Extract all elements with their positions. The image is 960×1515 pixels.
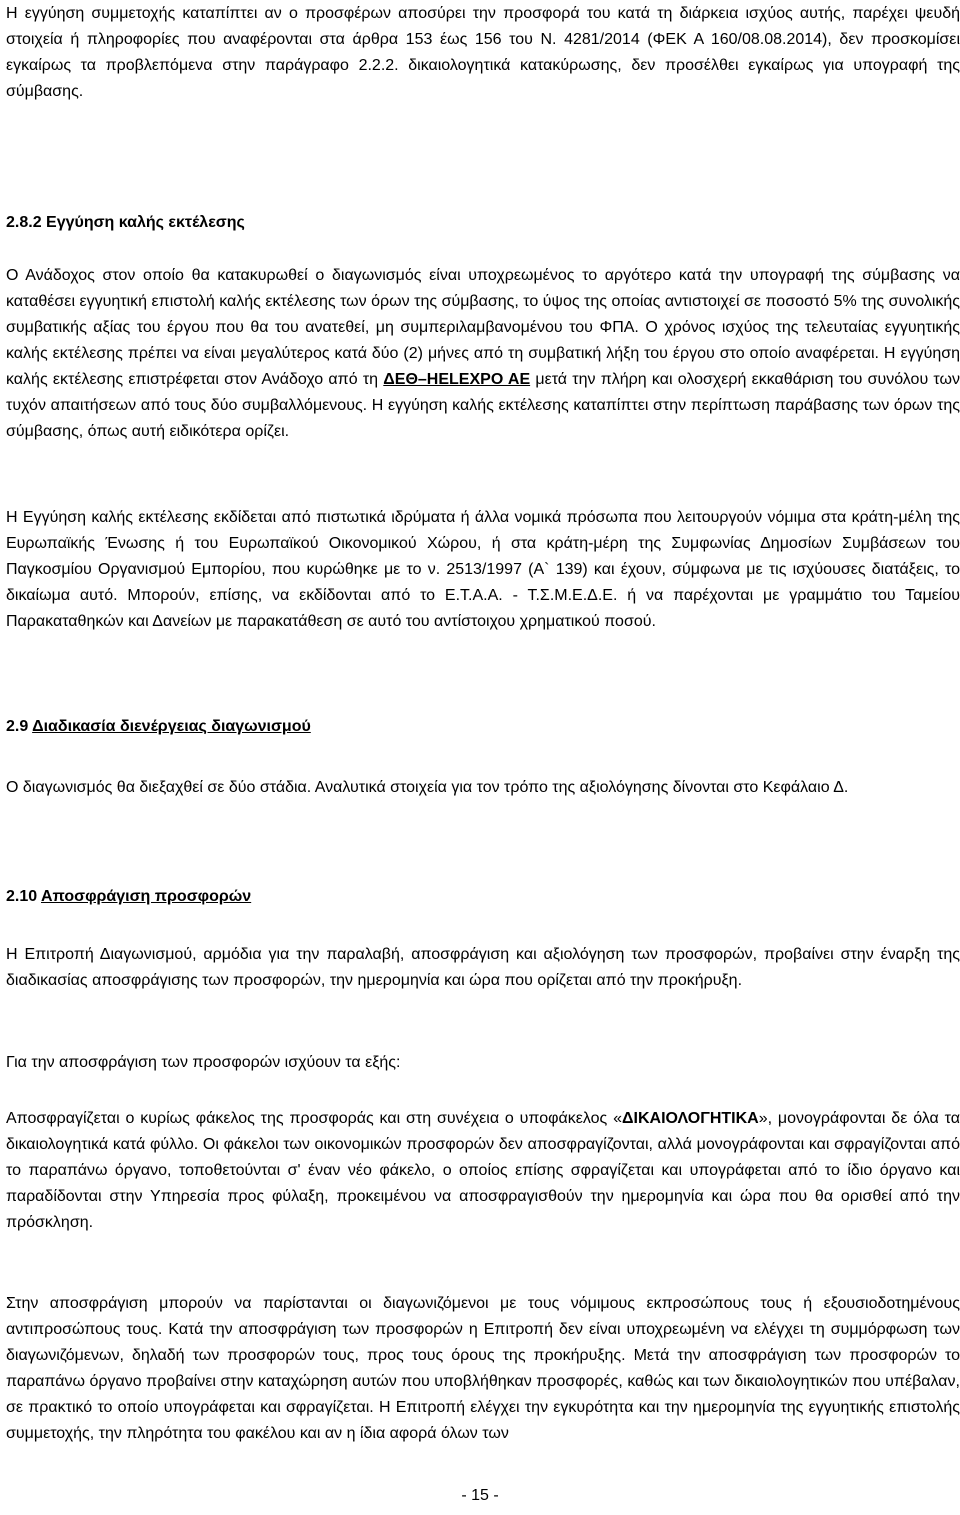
section-2-9-paragraph-1: Ο διαγωνισμός θα διεξαχθεί σε δύο στάδια. Αναλυτικά στοιχεία για τον τρόπο της αξιολόγησης δίνονται στο Κεφάλαιο Δ. <box>6 779 849 796</box>
section-2-9-title: Διαδικασία διενέργειας διαγωνισμού <box>32 718 311 735</box>
section-2-10-paragraph-3: Αποσφραγίζεται ο κυρίως φάκελος της προσφοράς και στη συνέχεια ο υποφάκελος «ΔΙΚΑΙΟΛΟΓΗΤΙΚΑ», μονογράφονται δε όλα τα δικαιολογητικά κατά φύλλο. Οι φάκελοι των οικονομικών προσφορών δεν αποσφραγίζονται, αλλά μονογράφονται και σφραγίζονται από το παραπάνω όργανο, τοποθετούνται σ' έναν νέο φάκελο, ο οποίος επίσης σφραγίζεται και υπογράφεται από το ίδιο όργανο και παραδίδονται στην Υπηρεσία προς φύλαξη, προκειμένου να αποσφραγισθούν την ημερομηνία και ώρα που θα ορισθεί από την πρόσκληση. <box>6 1110 960 1231</box>
organization-name: ΔΕΘ–HELEXPO AE <box>383 371 531 388</box>
section-2-8-2-heading: 2.8.2 Εγγύηση καλής εκτέλεσης <box>6 214 245 231</box>
section-2-9-number: 2.9 <box>6 718 29 735</box>
intro-paragraph: Η εγγύηση συμμετοχής καταπίπτει αν ο προσφέρων αποσύρει την προσφορά του κατά τη διάρκεια ισχύος αυτής, παρέχει ψευδή στοιχεία ή πληροφορίες που αναφέρονται στα άρθρα 153 έως 156 του Ν. 4281/2014 (ΦΕΚ Α 160/08.08.2014), δεν προσκομίσει εγκαίρως τα προβλεπόμενα στην παράγραφο 2.2.2. δικαιολογητικά κατακύρωσης, δεν προσέλθει εγκαίρως για υπογραφή της σύμβασης. <box>6 5 960 100</box>
section-2-8-2-paragraph-2: Η Εγγύηση καλής εκτέλεσης εκδίδεται από πιστωτικά ιδρύματα ή άλλα νομικά πρόσωπα που λειτουργούν νόμιμα στα κράτη-μέλη της Ευρωπαϊκής Ένωσης ή του Ευρωπαϊκού Οικονομικού Χώρου, ή στα κράτη-μέρη της Συμφωνίας Δημοσίων Συμβάσεων του Παγκοσμίου Οργανισμού Εμπορίου, που κυρώθηκε με το ν. 2513/1997 (Α` 139) και έχουν, σύμφωνα με τις ισχύουσες διατάξεις, το δικαίωμα αυτό. Μπορούν, επίσης, να εκδίδονται από το Ε.Τ.Α.Α. - Τ.Σ.Μ.Ε.Δ.Ε. ή να παρέχονται με γραμμάτιο του Ταμείου Παρακαταθηκών και Δανείων με παρακατάθεση σε αυτό του αντίστοιχου χρηματικού ποσού. <box>6 509 960 630</box>
section-2-10-paragraph-4: Στην αποσφράγιση μπορούν να παρίστανται οι διαγωνιζόμενοι με τους νόμιμους εκπροσώπους τους ή εξουσιοδοτημένους αντιπροσώπους τους. Κατά την αποσφράγιση των προσφορών η Επιτροπή δεν είναι υποχρεωμένη να ελέγχει τη συμμόρφωση των διαγωνιζόμενων, δηλαδή των προσφορών τους, προς τους όρους της προκήρυξης. Μετά την αποσφράγιση των προσφορών το παραπάνω όργανο προβαίνει στην καταχώρηση αυτών που υποβλήθηκαν προσφορές, καθώς και των δικαιολογητικών που υπέβαλαν, σε πρακτικό το οποίο υπογράφεται και σφραγίζεται. Η Επιτροπή ελέγχει την εγκυρότητα και την ημερομηνία της εγγυητικής επιστολής συμμετοχής, την πληρότητα του φακέλου και αν η ίδια αφορά όλων των <box>6 1295 960 1442</box>
section-2-10-paragraph-1: Η Επιτροπή Διαγωνισμού, αρμόδια για την παραλαβή, αποσφράγιση και αξιολόγηση των προσφορών, προβαίνει στην έναρξη της διαδικασίας αποσφράγισης των προσφορών, την ημερομηνία και ώρα που ορίζεται από την προκήρυξη. <box>6 946 960 989</box>
section-2-8-2-paragraph-1: Ο Ανάδοχος στον οποίο θα κατακυρωθεί ο διαγωνισμός είναι υποχρεωμένος το αργότερο κατά την υπογραφή της σύμβασης να καταθέσει εγγυητική επιστολή καλής εκτέλεσης των όρων της σύμβασης, το ύψος της οποίας αντιστοιχεί σε ποσοστό 5% της συνολικής συμβατικής αξίας του έργου που θα του ανατεθεί, μη συμπεριλαμβανομένου του ΦΠΑ. Ο χρόνος ισχύος της τελευταίας εγγυητικής καλής εκτέλεσης πρέπει να είναι μεγαλύτερος κατά δύο (2) μήνες από τη συμβατική λήξη του έργου στο οποίο αναφέρεται. Η εγγύηση καλής εκτέλεσης επιστρέφεται στον Ανάδοχο από τη ΔΕΘ–HELEXPO AE μετά την πλήρη και ολοσχερή εκκαθάριση του συνόλου των τυχόν απαιτήσεων από τους δύο συμβαλλόμενους. Η εγγύηση καλής εκτέλεσης καταπίπτει στην περίπτωση παράβασης των όρων της σύμβασης, όπως αυτή ειδικότερα ορίζει. <box>6 267 960 440</box>
section-2-9-heading <box>6 714 311 740</box>
page-number: - 15 - <box>461 1487 499 1504</box>
section-2-10-paragraph-2: Για την αποσφράγιση των προσφορών ισχύουν τα εξής: <box>6 1054 401 1071</box>
documents-label: ΔΙΚΑΙΟΛΟΓΗΤΙΚΑ <box>622 1110 759 1127</box>
section-2-10-title: Αποσφράγιση προσφορών <box>41 888 252 905</box>
section-2-10-number: 2.10 <box>6 888 38 905</box>
section-2-10-heading <box>6 884 251 910</box>
